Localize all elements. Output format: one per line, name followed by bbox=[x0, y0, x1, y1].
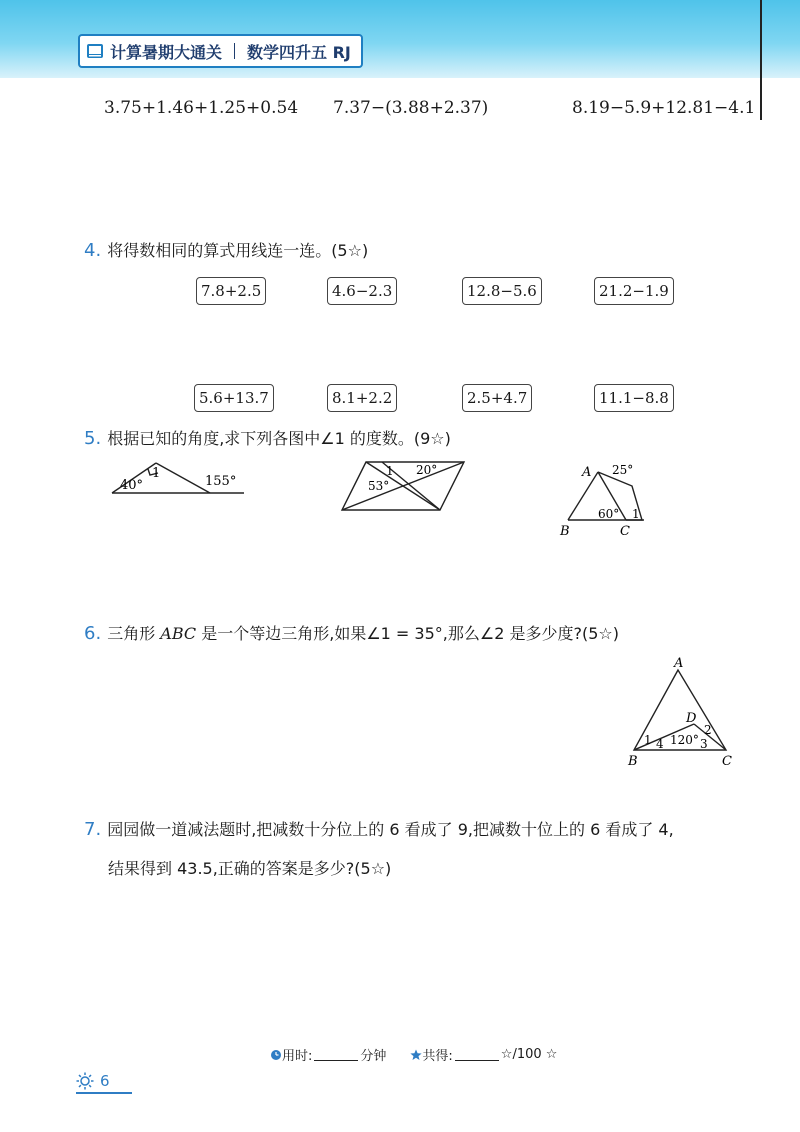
question-text-italic: ABC bbox=[160, 624, 197, 643]
sun-icon bbox=[76, 1072, 94, 1090]
expression-2: 7.37−(3.88+2.37) bbox=[333, 98, 489, 118]
fig3-angle-b: 60° bbox=[598, 507, 620, 521]
fig1-angle-a: 40° bbox=[120, 478, 144, 493]
expression-3: 8.19−5.9+12.81−4.1 bbox=[572, 98, 756, 118]
match-box-bottom-3[interactable]: 2.5+4.7 bbox=[462, 384, 532, 412]
time-unit: 分钟 bbox=[360, 1049, 387, 1064]
fig3-vertex-c: C bbox=[620, 524, 630, 539]
match-box-top-4[interactable]: 21.2−1.9 bbox=[594, 277, 674, 305]
question-text-part-1: 三角形 bbox=[107, 624, 161, 643]
q6-mark-4: 4 bbox=[656, 737, 664, 751]
fig2-angle-a: 53° bbox=[368, 479, 390, 493]
match-box-top-1[interactable]: 7.8+2.5 bbox=[196, 277, 266, 305]
time-label: 用时: bbox=[282, 1049, 313, 1064]
fig3-vertex-a: A bbox=[582, 465, 592, 480]
expression-1: 3.75+1.46+1.25+0.54 bbox=[104, 98, 299, 118]
page-number-underline bbox=[76, 1092, 132, 1094]
question-number: 4. bbox=[84, 240, 102, 261]
q6-vertex-a: A bbox=[674, 656, 684, 671]
question-text-line-2: 结果得到 43.5,正确的答案是多少?(5☆) bbox=[108, 859, 392, 878]
footer-score-bar bbox=[270, 1045, 557, 1064]
star-icon bbox=[410, 1049, 422, 1061]
q6-vertex-c: C bbox=[722, 754, 732, 769]
expression-row bbox=[0, 98, 800, 124]
question-number: 5. bbox=[84, 428, 102, 449]
question-4 bbox=[84, 238, 368, 261]
book-title-badge bbox=[78, 34, 363, 68]
book-title: 计算暑期大通关 bbox=[110, 42, 223, 62]
match-box-top-2[interactable]: 4.6−2.3 bbox=[327, 277, 397, 305]
question-6 bbox=[84, 621, 619, 644]
fig2-angle-b: 20° bbox=[416, 463, 438, 477]
question-text-line-1: 园园做一道减法题时,把减数十分位上的 6 看成了 9,把减数十位上的 6 看成了 4, bbox=[107, 820, 674, 839]
question-5 bbox=[84, 426, 451, 449]
q5-figure-3 bbox=[556, 458, 666, 540]
fig3-angle-a: 25° bbox=[612, 463, 634, 477]
question-number: 7. bbox=[84, 819, 102, 840]
score-label: 共得: bbox=[422, 1049, 453, 1064]
question-text-part-2: 是一个等边三角形,如果∠1 = 35°,那么∠2 是多少度?(5☆) bbox=[196, 624, 619, 643]
fig1-mark: 1 bbox=[152, 466, 161, 481]
match-box-top-3[interactable]: 12.8−5.6 bbox=[462, 277, 542, 305]
match-box-bottom-2[interactable]: 8.1+2.2 bbox=[327, 384, 397, 412]
score-total: ☆/100 ☆ bbox=[500, 1047, 558, 1062]
fig1-angle-b: 155° bbox=[205, 474, 237, 489]
subject-title: 数学四升五 RJ bbox=[247, 42, 351, 62]
book-icon bbox=[86, 42, 104, 60]
q6-figure bbox=[622, 654, 742, 770]
q6-angle: 120° bbox=[670, 733, 699, 747]
q5-figure-2 bbox=[340, 458, 468, 516]
time-blank[interactable] bbox=[314, 1048, 358, 1061]
fig3-mark: 1 bbox=[632, 507, 640, 521]
question-text: 根据已知的角度,求下列各图中∠1 的度数。(9☆) bbox=[107, 429, 451, 448]
q6-mark-3: 3 bbox=[700, 737, 708, 751]
fig2-mark: 1 bbox=[386, 464, 394, 478]
q6-point-d: D bbox=[686, 711, 697, 726]
fig3-vertex-b: B bbox=[560, 524, 570, 539]
clock-icon bbox=[270, 1049, 282, 1061]
match-box-bottom-1[interactable]: 5.6+13.7 bbox=[194, 384, 274, 412]
q6-vertex-b: B bbox=[628, 754, 638, 769]
question-7-line-2 bbox=[108, 856, 391, 879]
q6-mark-2: 2 bbox=[704, 723, 712, 737]
page-number-area bbox=[76, 1072, 110, 1090]
match-box-bottom-4[interactable]: 11.1−8.8 bbox=[594, 384, 674, 412]
q6-mark-1: 1 bbox=[644, 733, 652, 747]
question-7 bbox=[84, 817, 674, 840]
question-text: 将得数相同的算式用线连一连。(5☆) bbox=[107, 241, 369, 260]
q5-figure-1 bbox=[108, 455, 248, 505]
page-number: 6 bbox=[100, 1072, 110, 1090]
title-separator bbox=[234, 43, 235, 59]
score-blank[interactable] bbox=[455, 1048, 499, 1061]
question-number: 6. bbox=[84, 623, 102, 644]
